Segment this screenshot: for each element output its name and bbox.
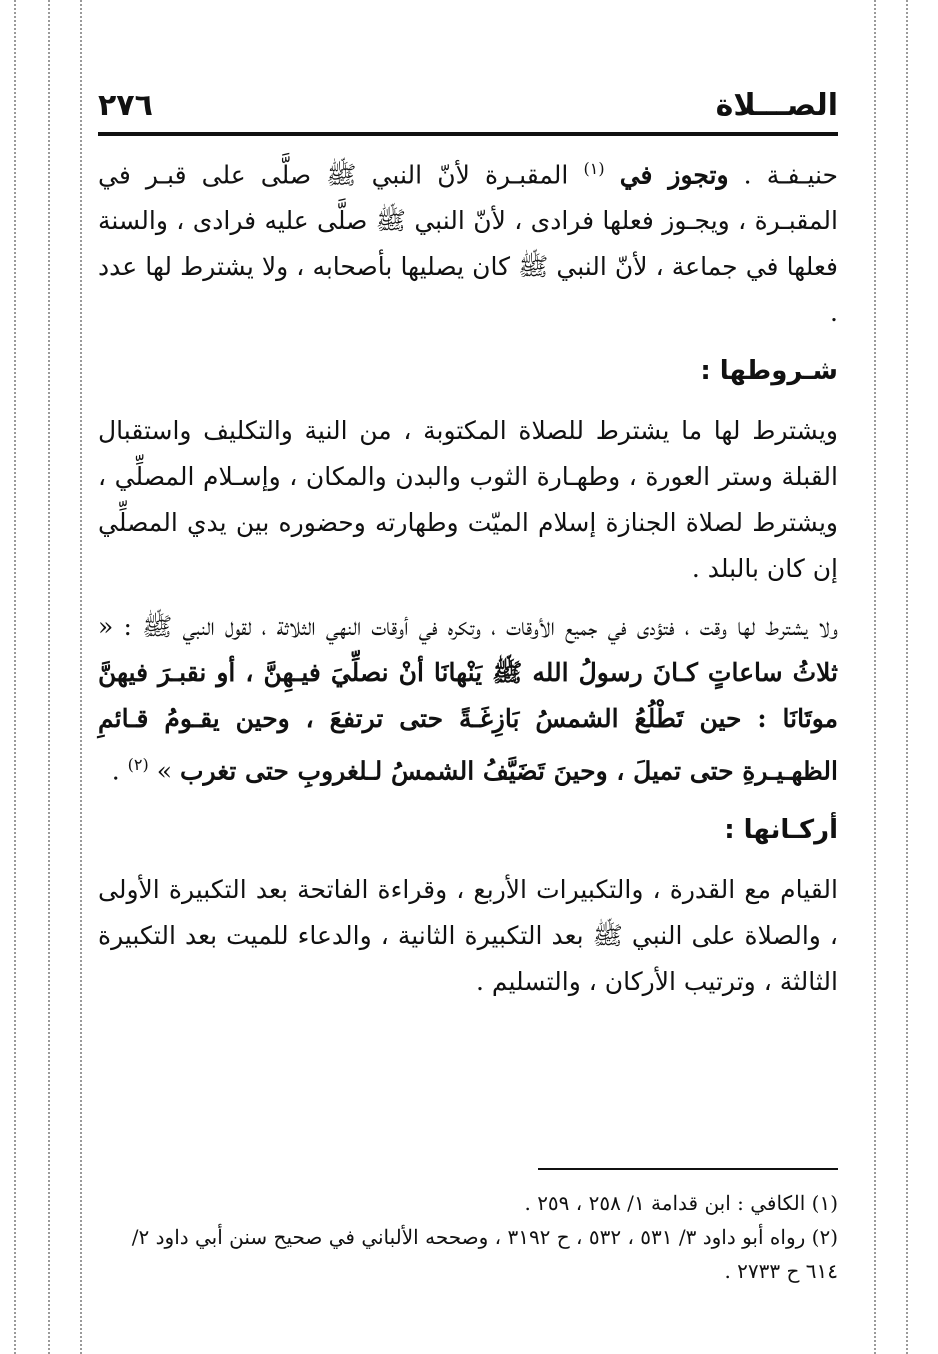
heading-pillars: أركـانها :	[724, 814, 838, 845]
footnote-2: (٢) رواه أبو داود ٣/ ٥٣١ ، ٥٣٢ ، ح ٣١٩٢ ، وصححه الألباني في صحيح سنن أبي داود ٢/ ٦١٤ ح ٢٧٣٣ .	[131, 1225, 838, 1283]
dotted-margin-line	[14, 0, 16, 1354]
section-title: الصـــلاة	[715, 87, 838, 123]
paragraph-intro	[98, 146, 838, 336]
paragraph-conditions: ويشترط لها ما يشترط للصلاة المكتوبة ، من النية والتكليف واستقبال القبلة وستر العورة ، وطهـارة الثوب والبدن والمكان ، وإسـلام المصلِّي ، ويشترط لصلاة الجنازة إسلام الميّت وطهارته وحضوره بين يدي المصلِّي إن كان بالبلد .	[98, 416, 838, 584]
page-header	[98, 78, 838, 132]
footnote-1: (١) الكافي : ابن قدامة ١/ ٢٥٨ ، ٢٥٩ .	[524, 1191, 838, 1215]
bold-phrase: وتجوز في	[619, 160, 729, 190]
paragraph-pillars: القيام مع القدرة ، والتكبيرات الأربع ، وقراءة الفاتحة بعد التكبيرة الأولى ، والصلاة على النبي ﷺ بعد التكبيرة الثانية ، والدعاء للميت بعد التكبيرة الثالثة ، وترتيب الأركان ، والتسليم .	[98, 874, 838, 996]
paragraph-text: .	[111, 756, 128, 786]
footnotes	[98, 1168, 838, 1288]
paragraph-text: المقبـرة لأنّ النبي ﷺ صلَّى على قبـر في المقبـرة ، ويجـوز فعلها فرادى ، لأنّ النبي ﷺ صلَّى عليه فرادى ، والسنة فعلها في جماعة ، لأنّ النبي ﷺ كان يصليها بأصحابه ، ولا يشترط لها عدد .	[98, 160, 838, 328]
dotted-margin-line	[874, 0, 876, 1354]
paragraph-times	[98, 604, 838, 794]
footnote-ref: (١)	[583, 159, 605, 178]
book-page	[98, 78, 838, 1017]
heading-conditions: شـروطها :	[700, 356, 838, 387]
quote-close: »	[148, 756, 180, 786]
footnote-ref: (٢)	[127, 755, 149, 775]
dotted-margin-line	[48, 0, 50, 1354]
paragraph-text: حنيـفـة .	[728, 160, 838, 190]
hadith-text: ثلاثُ ساعاتٍ كـانَ رسولُ الله ﷺ يَنْهانَا أنْ نصلِّيَ فيـهِنَّ ، أو نقبـرَ فيهنَّ موتَانَا : حين تَطْلُعُ الشمسُ بَازِغَـةً حتى ترتفعَ ، وحين يقـومُ قـائمِ الظهـيـرةِ حتى تميلَ ، وحينَ تَضَيَّفُ الشمسُ لـلغروبِ حتى تغرب	[98, 658, 838, 786]
dotted-margin-line	[80, 0, 82, 1354]
paragraph-text: ولا يشترط لها وقت ، فتؤدى في جميع الأوقات ، وتكره في أوقات النهي الثلاثة ، لقول النبي ﷺ : «	[98, 612, 838, 642]
dotted-margin-line	[906, 0, 908, 1354]
page-number: ٢٧٦	[98, 87, 153, 123]
footnote-rule	[538, 1168, 838, 1170]
header-rule	[98, 132, 838, 136]
